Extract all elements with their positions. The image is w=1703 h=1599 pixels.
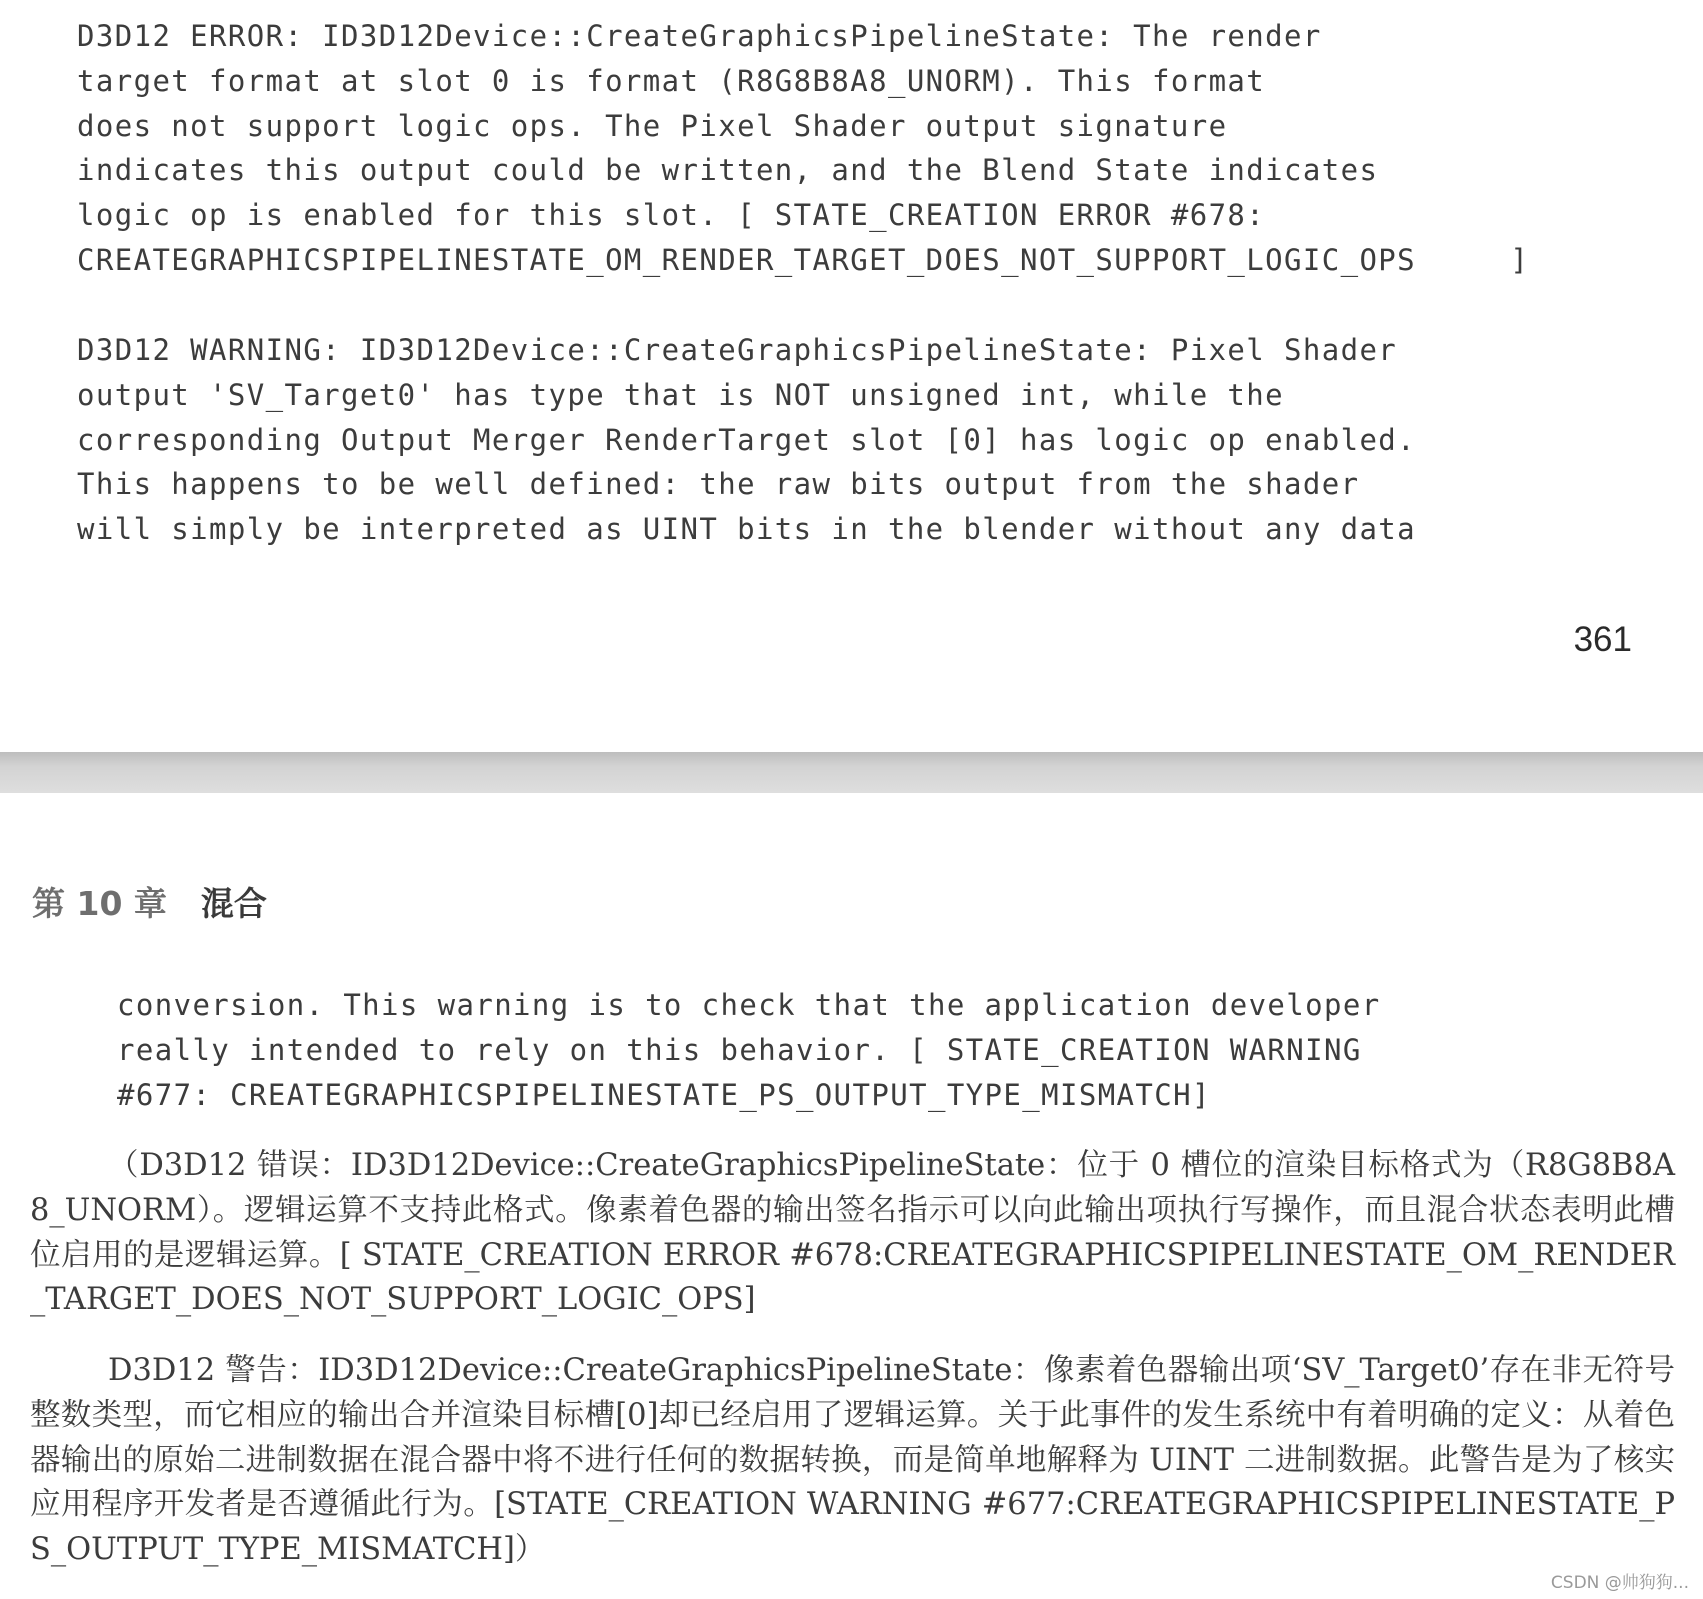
chapter-title: 混合 [200, 884, 267, 923]
chinese-translation-error: （D3D12 错误：ID3D12Device::CreateGraphicsPipelineState：位于 0 槽位的渲染目标格式为（R8G8B8A8_UNORM）。逻辑运算不支持此格式。像素着色器的输出签名指示可以向此输出项执行写操作，而且混合状态表明此槽位启用的是逻辑运算。[ STATE_CREATION ERROR #678:CREATEGRAPHICSPIPELINESTATE_OM_RENDER_TARGET_DOES_NOT_SUPPORT_LOGIC_OPS] [30, 1148, 1675, 1318]
d3d12-error-message: D3D12 ERROR: ID3D12Device::CreateGraphicsPipelineState: The render target format at slot 0 is format (R8G8B8A8_UNORM). This format does not support logic ops. The Pixel Shader output signature indicates this output could be written, and the Blend State indicates logic op is enabled for this slot. [ STATE_CREATION ERROR #678: CREATEGRAPHICSPIPELINESTATE_OM_RENDER_TARGET_DOES_NOT_SUPPORT_LOGIC_OPS ] [77, 19, 1530, 277]
chapter-label: 第 10 章 [32, 884, 167, 923]
chinese-translation-warning: D3D12 警告：ID3D12Device::CreateGraphicsPipelineState：像素着色器输出项‘SV_Target0’存在非无符号整数类型，而它相应的输出合并渲染目标槽[0]却已经启用了逻辑运算。关于此事件的发生系统中有着明确的定义：从着色器输出的原始二进制数据在混合器中将不进行任何的数据转换，而是简单地解释为 UINT 二进制数据。此警告是为了核实应用程序开发者是否遵循此行为。[STATE_CREATION WARNING #677:CREATEGRAPHICSPIPELINESTATE_PS_OUTPUT_TYPE_MISMATCH]） [30, 1353, 1675, 1568]
top-page [0, 0, 1703, 752]
chapter-header [32, 878, 267, 925]
page-number: 361 [1573, 620, 1632, 659]
d3d12-warning-continuation: conversion. This warning is to check that the application developer really intended to rely on this behavior. [ STATE_CREATION WARNING #677: CREATEGRAPHICSPIPELINESTATE_PS_OUTPUT_TYPE_MISMATCH] [117, 988, 1381, 1112]
csdn-watermark: CSDN @帅狗狗... [1550, 1573, 1689, 1593]
d3d12-warning-message: D3D12 WARNING: ID3D12Device::CreateGraphicsPipelineState: Pixel Shader output 'SV_Target0' has type that is NOT unsigned int, while the corresponding Output Merger RenderTarget slot [0] has logic op enabled. This happens to be well defined: the raw bits output from the shader will simply be interpreted as UINT bits in the blender without any data [77, 333, 1417, 547]
page-separator [0, 752, 1703, 793]
